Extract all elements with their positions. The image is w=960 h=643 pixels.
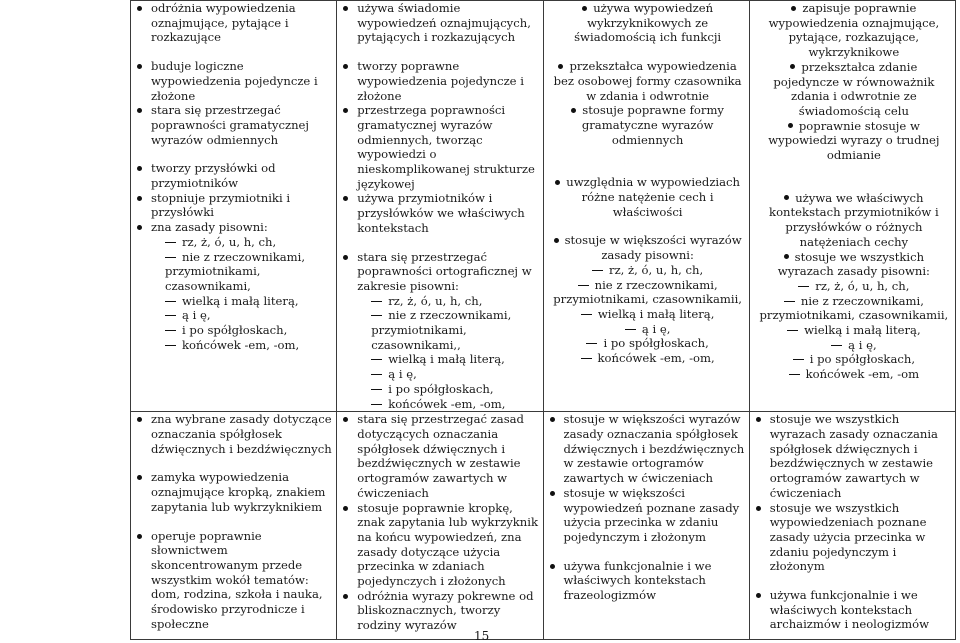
- sub-item: [357, 308, 539, 352]
- sub-item-text: nie z rzeczownikami, przymiotnikami, czasownikamii,: [553, 277, 742, 307]
- sub-item-text: i po spółgłoskach,: [388, 381, 494, 396]
- table-cell: [337, 412, 543, 640]
- bullet-icon: [137, 475, 142, 480]
- list-item: [343, 501, 539, 589]
- sub-item-text: rz, ż, ó, u, h, ch,: [182, 234, 277, 249]
- dash-icon: [371, 404, 382, 405]
- sub-item: [550, 263, 746, 278]
- sub-item: [151, 294, 333, 309]
- block-spacer: [343, 236, 539, 250]
- dash-icon: [581, 358, 592, 359]
- sub-item: [756, 352, 952, 367]
- bullet-icon: [555, 180, 560, 185]
- sub-item: [357, 397, 539, 412]
- list-item: [550, 486, 746, 545]
- bullet-icon: [343, 594, 348, 599]
- sub-item-text: nie z rzeczownikami, przymiotnikami, czasownikami,,: [371, 308, 512, 352]
- table-row: [131, 1, 956, 412]
- sub-item: [756, 294, 952, 323]
- sub-item-text: rz, ż, ó, u, h, ch,: [388, 293, 483, 308]
- list-item: [550, 559, 746, 603]
- sub-item-text: nie z rzeczownikami, przymiotnikami, czasownikami,: [165, 249, 306, 293]
- list-item-text: operuje poprawnie słownictwem skoncentrowanym przede wszystkim wokół tematów: dom, rodzina, szkoła i nauka, środowisko przyrodnicze i społeczne: [151, 528, 323, 631]
- list-item-text: stara się przestrzegać poprawności ortograficznej w zakresie pisowni:: [357, 249, 532, 293]
- list-item: [137, 59, 333, 103]
- table-row: [131, 412, 956, 640]
- dash-icon: [784, 301, 795, 302]
- list-item: [343, 589, 539, 633]
- list-item: [756, 60, 952, 119]
- sub-item-text: wielką i małą literą,: [388, 352, 505, 367]
- bullet-icon: [343, 255, 348, 260]
- bullet-icon: [343, 417, 348, 422]
- sub-item-text: rz, ż, ó, u, h, ch,: [609, 262, 704, 277]
- bullet-icon: [784, 254, 789, 259]
- list-item-text: stosuje poprawne formy gramatyczne wyrazów odmiennych: [581, 103, 724, 147]
- list-item-text: odróżnia wyrazy pokrewne od bliskoznacznych, tworzy rodziny wyrazów: [357, 588, 534, 633]
- bullet-icon: [137, 417, 142, 422]
- block-spacer: [137, 147, 333, 161]
- sub-item: [550, 322, 746, 337]
- list-item: [137, 103, 333, 147]
- sub-item: [357, 382, 539, 397]
- list-item-text: stosuje w większości wyrazów zasady oznaczania spółgłosek dźwięcznych i bezdźwięcznych w zestawie ortogramów zawartych w ćwiczeniach: [563, 412, 745, 486]
- sub-item-text: wielką i małą literą,: [597, 306, 715, 321]
- list-item: [756, 588, 952, 632]
- bullet-icon: [791, 6, 796, 11]
- bullet-icon: [137, 64, 142, 69]
- block-spacer: [137, 456, 333, 470]
- list-item-text: stosuje we wszystkich wyrazach zasady oznaczania spółgłosek dźwięcznych i bezdźwięcznych w zestawie ortogramów zawartych w ćwiczeniach: [769, 412, 938, 500]
- sub-item-text: i po spółgłoskach,: [603, 336, 709, 351]
- list-item: [343, 412, 539, 500]
- bullet-icon: [756, 417, 761, 422]
- table-cell: [543, 1, 749, 412]
- list-item-text: zamyka wypowiedzenia oznajmujące kropką, znakiem zapytania lub wykrzyknikiem: [151, 470, 326, 514]
- bullet-icon: [343, 506, 348, 511]
- list-item-text: używa we właściwych kontekstach przymiotników i przysłówków o różnych natężeniach cechy: [769, 190, 939, 249]
- list-item: [137, 161, 333, 190]
- sub-item: [756, 367, 952, 382]
- dash-icon: [789, 374, 800, 375]
- sub-item: [756, 323, 952, 338]
- dash-icon: [793, 359, 804, 360]
- list-item: [756, 501, 952, 575]
- list-item-text: stara się przestrzegać poprawności gramatycznej wyrazów odmiennych: [151, 103, 309, 147]
- dash-icon: [831, 345, 842, 346]
- block-spacer: [756, 574, 952, 588]
- bullet-icon: [137, 108, 142, 113]
- list-item-text: przekształca wypowiedzenia bez osobowej formy czasownika w zdania i odwrotnie: [553, 59, 742, 103]
- bullet-icon: [343, 108, 348, 113]
- list-item-text: stara się przestrzegać zasad dotyczących oznaczania spółgłosek dźwięcznych i bezdźwięcznych w zestawie ortogramów zawartych w ćwiczeniach: [357, 412, 524, 500]
- list-item: [756, 191, 952, 250]
- bullet-icon: [137, 196, 142, 201]
- page-number: 15: [474, 629, 490, 643]
- dash-icon: [371, 374, 382, 375]
- bullet-icon: [784, 195, 789, 200]
- sub-item-text: końcówek -em, -om: [805, 367, 920, 382]
- bullet-icon: [137, 6, 142, 11]
- block-spacer: [137, 45, 333, 59]
- table-cell: [131, 1, 337, 412]
- block-spacer: [550, 45, 746, 59]
- list-item-text: używa przymiotników i przysłówków we właściwych kontekstach: [357, 191, 525, 235]
- block-spacer: [756, 163, 952, 191]
- dash-icon: [165, 330, 176, 331]
- dash-icon: [165, 257, 176, 258]
- list-item-text: odróżnia wypowiedzenia oznajmujące, pytające i rozkazujące: [151, 1, 296, 45]
- sub-item: [756, 338, 952, 353]
- list-item: [756, 250, 952, 382]
- sub-item: [756, 279, 952, 294]
- sub-item-text: nie z rzeczownikami, przymiotnikami, czasownikamii,: [759, 293, 949, 323]
- bullet-icon: [554, 238, 559, 243]
- list-item-text: używa funkcjonalnie i we właściwych kontekstach archaizmów i neologizmów: [769, 588, 929, 632]
- list-item: [343, 191, 539, 235]
- list-item: [137, 412, 333, 456]
- table-cell: [337, 1, 543, 412]
- list-item: [137, 220, 333, 352]
- list-item-text: tworzy poprawne wypowiedzenia pojedyncze i złożone: [357, 59, 524, 103]
- list-item: [137, 470, 333, 514]
- list-item: [343, 1, 539, 45]
- list-item-text: używa świadomie wypowiedzeń oznajmujących, pytających i rozkazujących: [357, 1, 531, 45]
- bullet-icon: [756, 593, 761, 598]
- list-item-text: stopniuje przymiotniki i przysłówki: [151, 190, 291, 220]
- sub-item-text: rz, ż, ó, u, h, ch,: [815, 278, 910, 293]
- sub-item-text: i po spółgłoskach,: [809, 352, 916, 367]
- sub-item: [151, 323, 333, 338]
- list-item-text: stosuje we wszystkich wyrazach zasady pisowni:: [777, 249, 930, 279]
- bullet-icon: [343, 64, 348, 69]
- sub-item-text: końcówek -em, -om,: [182, 337, 300, 352]
- list-item: [756, 119, 952, 163]
- bullet-icon: [756, 506, 761, 511]
- dash-icon: [165, 301, 176, 302]
- bullet-icon: [137, 225, 142, 230]
- bullet-icon: [788, 123, 793, 128]
- dash-icon: [371, 359, 382, 360]
- table-cell: [543, 412, 749, 640]
- dash-icon: [581, 314, 592, 315]
- dash-icon: [586, 343, 597, 344]
- bullet-icon: [137, 534, 142, 539]
- list-item-text: stosuje w większości wyrazów zasady pisowni:: [564, 233, 742, 263]
- sub-item: [151, 250, 333, 294]
- list-item: [550, 175, 746, 219]
- list-item: [137, 1, 333, 45]
- sub-item-text: końcówek -em, -om,: [388, 396, 506, 411]
- list-item: [550, 1, 746, 45]
- dash-icon: [165, 345, 176, 346]
- bullet-icon: [582, 6, 587, 11]
- sub-item: [550, 278, 746, 307]
- list-item: [550, 103, 746, 147]
- requirements-table: [130, 0, 956, 640]
- dash-icon: [592, 270, 603, 271]
- list-item: [343, 250, 539, 412]
- dash-icon: [371, 389, 382, 390]
- dash-icon: [798, 286, 809, 287]
- sub-item-text: wielką i małą literą,: [182, 293, 299, 308]
- list-item-text: poprawnie stosuje w wypowiedzi wyrazy o trudnej odmianie: [768, 118, 940, 163]
- sub-item-text: końcówek -em, -om,: [597, 351, 715, 366]
- bullet-icon: [571, 108, 576, 113]
- dash-icon: [578, 285, 589, 286]
- list-item-text: zna zasady pisowni:: [151, 220, 268, 235]
- table-cell: [749, 1, 955, 412]
- dash-icon: [371, 315, 382, 316]
- bullet-icon: [137, 166, 142, 171]
- bullet-icon: [558, 64, 563, 69]
- sub-item-text: ą i ę,: [388, 367, 417, 382]
- sub-item-text: i po spółgłoskach,: [182, 323, 288, 338]
- bullet-icon: [550, 564, 555, 569]
- list-item-text: uwzględnia w wypowiedziach różne natężenie cech i właściwości: [566, 175, 741, 219]
- list-item-text: zapisuje poprawnie wypowiedzenia oznajmujące, pytające, rozkazujące, wykrzyknikowe: [768, 1, 940, 60]
- list-item-text: używa wypowiedzeń wykrzyknikowych ze świadomością ich funkcji: [574, 1, 722, 45]
- bullet-icon: [343, 196, 348, 201]
- dash-icon: [371, 301, 382, 302]
- sub-item: [550, 336, 746, 351]
- sub-item-text: ą i ę,: [182, 308, 211, 323]
- bullet-icon: [790, 64, 795, 69]
- bullet-icon: [550, 417, 555, 422]
- sub-item: [357, 352, 539, 367]
- list-item-text: stosuje w większości wypowiedzeń poznane zasady użycia przecinka w zdaniu pojedynczym i złożonym: [563, 485, 740, 544]
- list-item-text: przestrzega poprawności gramatycznej wyrazów odmiennych, tworząc wypowiedzi o nieskomplikowanej strukturze językowej: [357, 103, 535, 191]
- table-cell: [131, 412, 337, 640]
- list-item: [137, 529, 333, 632]
- block-spacer: [550, 219, 746, 233]
- dash-icon: [625, 329, 636, 330]
- sub-item: [151, 235, 333, 250]
- dash-icon: [165, 242, 176, 243]
- list-item: [137, 191, 333, 220]
- list-item: [550, 233, 746, 365]
- list-item: [756, 1, 952, 60]
- list-item-text: buduje logiczne wypowiedzenia pojedyncze i złożone: [151, 59, 318, 103]
- list-item: [343, 59, 539, 103]
- sub-item: [151, 338, 333, 353]
- list-item-text: tworzy przysłówki od przymiotników: [151, 161, 276, 191]
- list-item: [756, 412, 952, 500]
- table-cell: [749, 412, 955, 640]
- block-spacer: [550, 545, 746, 559]
- block-spacer: [343, 45, 539, 59]
- list-item-text: stosuje we wszystkich wypowiedzeniach poznane zasady użycia przecinka w zdaniu pojedynczym i złożonym: [769, 500, 927, 574]
- list-item-text: stosuje poprawnie kropkę, znak zapytania lub wykrzyknik na końcu wypowiedzeń, zna zasady dotyczące użycia przecinka w zdaniach pojedynczych i złożonych: [357, 500, 538, 589]
- list-item: [550, 412, 746, 486]
- sub-item: [357, 367, 539, 382]
- block-spacer: [550, 147, 746, 175]
- sub-item: [550, 307, 746, 322]
- list-item-text: używa funkcjonalnie i we właściwych kontekstach frazeologizmów: [563, 558, 712, 603]
- list-item-text: zna wybrane zasady dotyczące oznaczania spółgłosek dźwięcznych i bezdźwięcznych: [151, 412, 332, 456]
- sub-item-text: ą i ę,: [641, 321, 671, 336]
- sub-item: [550, 351, 746, 366]
- list-item: [343, 103, 539, 191]
- bullet-icon: [343, 6, 348, 11]
- sub-item-text: wielką i małą literą,: [804, 323, 921, 338]
- sub-item: [151, 308, 333, 323]
- bullet-icon: [550, 491, 555, 496]
- dash-icon: [787, 330, 798, 331]
- list-item-text: przekształca zdanie pojedyncze w równoważnik zdania i odwrotnie ze świadomością celu: [773, 59, 935, 118]
- block-spacer: [137, 515, 333, 529]
- sub-item: [357, 294, 539, 309]
- sub-item-text: ą i ę,: [848, 337, 877, 352]
- list-item: [550, 59, 746, 103]
- dash-icon: [165, 315, 176, 316]
